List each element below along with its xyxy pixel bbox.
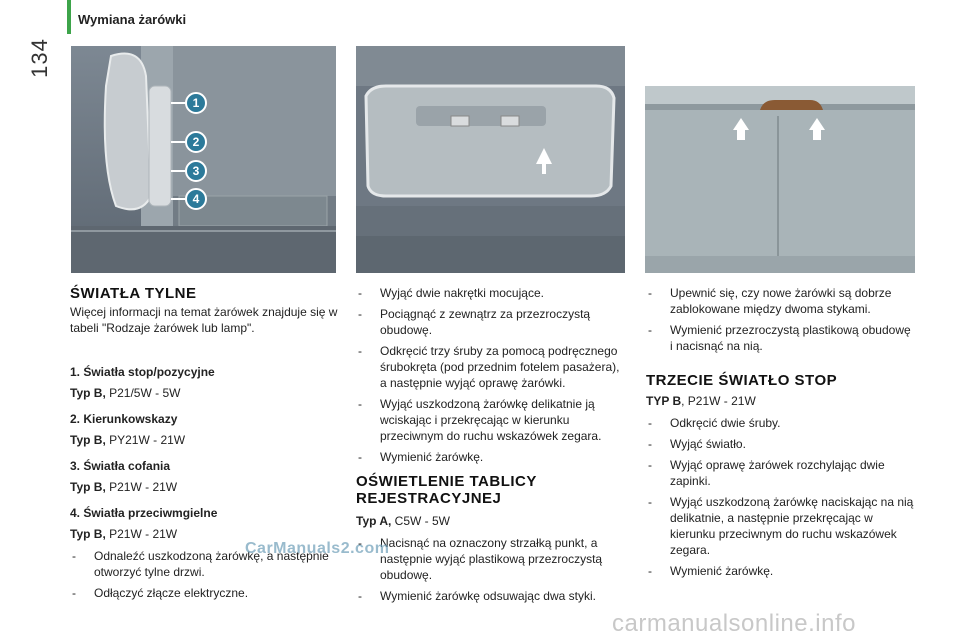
step-item: - Odkręcić trzy śruby za pomocą podręcznego śrubokręta (pod przednim fotelem pasażera), a następnie wyjąć oprawę żarówki. bbox=[356, 343, 626, 391]
section-title: Wymiana żarówki bbox=[78, 12, 187, 27]
bulb-type: Typ B, PY21W - 21W bbox=[70, 433, 186, 447]
column-third-stop bbox=[646, 285, 916, 584]
heading-plate-light: OŚWIETLENIE TABLICY REJESTRACYJNEJ bbox=[356, 473, 537, 507]
steps-list bbox=[356, 535, 626, 604]
watermark-carmanualsonline: carmanualsonline.info bbox=[612, 610, 856, 637]
bulb-item-title: 1. Światła stop/pozycyjne bbox=[70, 365, 215, 379]
step-item: - Wymienić przezroczystą plastikową obudowę i nacisnąć na nią. bbox=[646, 322, 916, 354]
step-item: - Wyjąć dwie nakrętki mocujące. bbox=[356, 285, 626, 301]
bulb-item-title: 2. Kierunkowskazy bbox=[70, 412, 178, 426]
step-item: - Wyjąć oprawę żarówek rozchylając dwie zapinki. bbox=[646, 457, 916, 489]
bulb-item bbox=[70, 411, 342, 448]
step-item: - Wymienić żarówkę odsuwając dwa styki. bbox=[356, 588, 626, 604]
section-marker bbox=[67, 0, 71, 34]
tail-lights-figure bbox=[71, 46, 336, 273]
callout-3: 3 bbox=[192, 164, 200, 178]
heading-third-stop: TRZECIE ŚWIATŁO STOP bbox=[646, 372, 838, 389]
step-item: - Odkręcić dwie śruby. bbox=[646, 415, 916, 431]
bulb-item bbox=[70, 458, 342, 495]
bulb-item bbox=[70, 505, 342, 542]
callout-4: 4 bbox=[192, 192, 200, 206]
step-item: - Wyjąć światło. bbox=[646, 436, 916, 452]
steps-list bbox=[646, 415, 916, 579]
bulb-type: Typ A, C5W - 5W bbox=[356, 514, 451, 528]
watermark-carmanuals2: CarManuals2.com bbox=[245, 540, 390, 557]
plate-light-figure bbox=[356, 46, 625, 273]
bulb-type: Typ B, P21W - 21W bbox=[70, 527, 178, 541]
page-number: 134 bbox=[27, 38, 52, 78]
bulb-type: TYP B, P21W - 21W bbox=[646, 394, 756, 408]
step-item: - Wyjąć uszkodzoną żarówkę naciskając na nią delikatnie, a następnie przekręcając w kierunku przeciwnym do ruchu wskazówek zegara. bbox=[646, 494, 916, 558]
bulb-type: Typ B, P21W - 21W bbox=[70, 480, 178, 494]
step-item: - Pociągnąć z zewnątrz za przezroczystą obudowę. bbox=[356, 306, 626, 338]
bulb-item-title: 3. Światła cofania bbox=[70, 459, 171, 473]
step-item: - Wyjąć uszkodzoną żarówkę delikatnie ją wciskając i przekręcając w kierunku przeciwnym do ruchu wskazówek zegara. bbox=[356, 396, 626, 444]
steps-list bbox=[646, 285, 916, 354]
step-item: - Nacisnąć na oznaczony strzałką punkt, a następnie wyjąć plastikową przezroczystą obudowę. bbox=[356, 535, 626, 583]
step-item: - Odłączyć złącze elektryczne. bbox=[70, 585, 342, 601]
step-item: - Wymienić żarówkę. bbox=[646, 563, 916, 579]
callout-2: 2 bbox=[192, 135, 200, 149]
third-stop-light-figure bbox=[645, 46, 915, 273]
step-item: - Wymienić żarówkę. bbox=[356, 449, 626, 465]
intro-text: Więcej informacji na temat żarówek znajduje się w tabeli "Rodzaje żarówek lub lamp". bbox=[70, 305, 338, 335]
bulb-item bbox=[70, 364, 342, 401]
bulb-item-title: 4. Światła przeciwmgielne bbox=[70, 506, 218, 520]
steps-list bbox=[356, 285, 626, 465]
step-item: - Upewnić się, czy nowe żarówki są dobrze zablokowane między dwoma stykami. bbox=[646, 285, 916, 317]
step-item: - Odnaleźć uszkodzoną żarówkę, a następnie otworzyć tylne drzwi. bbox=[70, 548, 342, 580]
heading-tail-lights: ŚWIATŁA TYLNE bbox=[70, 285, 197, 302]
callout-1: 1 bbox=[192, 96, 200, 110]
column-plate-light bbox=[356, 285, 626, 609]
bulb-type: Typ B, P21/5W - 5W bbox=[70, 386, 181, 400]
